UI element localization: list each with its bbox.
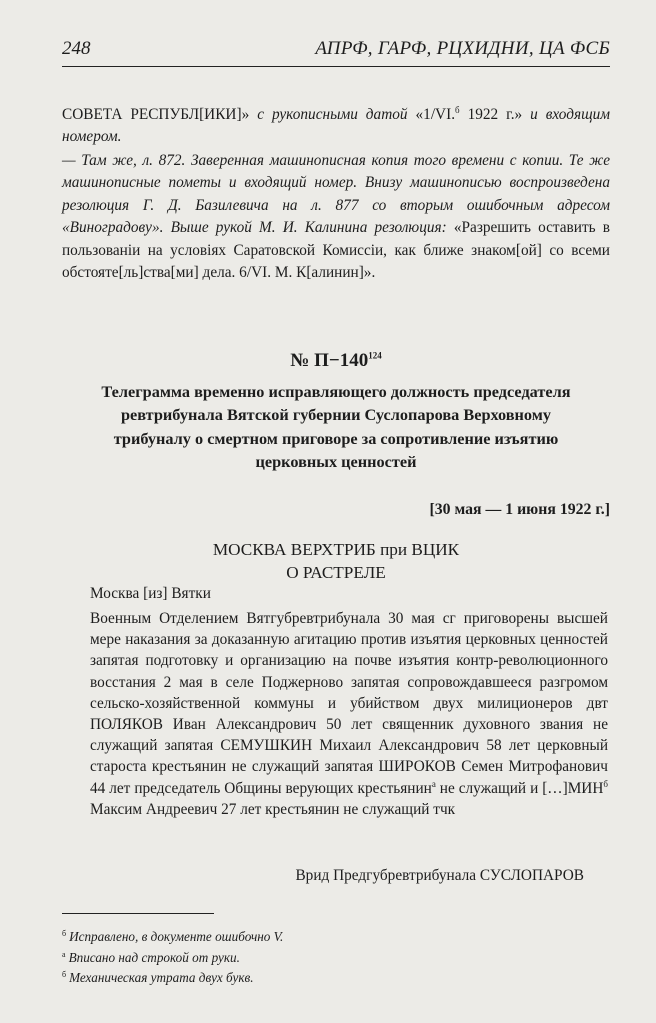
footnote-mark: б	[62, 969, 67, 979]
intro-date: «1/VI.	[415, 106, 456, 123]
footnote-mark: а	[62, 949, 66, 959]
footnote	[62, 970, 254, 986]
telegram-text-b: не служащий и […]МИН	[435, 779, 604, 797]
telegram-text-c: Максим Андреевич 27 лет крестьянин не служащий тчк	[90, 800, 456, 818]
footnote	[62, 950, 240, 966]
running-title: АПРФ, ГАРФ, РЦХИДНИ, ЦА ФСБ	[315, 38, 610, 59]
telegram-text-a: Военным Отделением Вятгубревтрибунала 30 мая сг приговорены высшей мере наказания за доказанную агитацию против изъятия церковных ценностей запятая подготовку и организацию на почве изъятия контр-революционного восстания 2 мая в селе Поджерново запятая сопровождавшееся разгромом сельско-хозяйственной коммуны и убийством двух милиционеров двт ПОЛЯКОВ Иван Александрович 50 лет священник духовного звания не служащий запятая СЕМУШКИН Михаил Александрович 58 лет церковный староста крестьянин не служащий запятая ШИРОКОВ Семен Митрофанович 44 лет председатель Общины верующих крестьянин	[90, 610, 608, 797]
document-number	[62, 350, 610, 372]
footnote-mark: б	[455, 104, 460, 115]
running-header	[62, 34, 610, 64]
footnote-mark-a: а	[431, 778, 436, 789]
signature: Врид Предгубревтрибунала СУСЛОПАРОВ	[295, 867, 584, 884]
footnote-mark: б	[62, 928, 67, 938]
footnote-text: Вписано над строкой от руки.	[68, 950, 240, 965]
address-line-2: О РАСТРЕЛЕ	[286, 563, 386, 582]
intro-caps: СОВЕТА РЕСПУБЛ[ИКИ]»	[62, 106, 250, 123]
telegram-origin: Москва [из] Вятки	[90, 585, 211, 602]
document-title: Телеграмма временно исправляющего должность председателя ревтрибунала Вятской губернии Суслопарова Верховному трибуналу о смертном приговоре за сопротивление изъятию церковных ценностей	[101, 382, 571, 471]
footnote-text: Исправлено, в документе ошибочно V.	[69, 929, 284, 944]
kalinin-resolution: «Разрешить оставить в пользованіи на условіях Саратовской Комиссіи, как ближе знаком[ой] со всеми обстояте[ль]ства[ми] дела. 6/VI. М. К[алинин]».	[62, 219, 610, 282]
document-number-text: № П−140	[290, 350, 369, 371]
page-number: 248	[62, 38, 91, 59]
footnote-mark-b: б	[603, 778, 608, 789]
intro-italic-b: и входящим номером.	[62, 106, 611, 146]
intro-paragraph-2	[62, 150, 610, 284]
telegram-address	[62, 538, 610, 584]
footnote-divider	[62, 913, 214, 914]
intro-italic-a: с рукописными датой	[257, 106, 408, 123]
footnote	[62, 929, 283, 945]
document-note-mark: 124	[368, 350, 382, 361]
archival-note: — Там же, л. 872. Заверенная машинописная копия того времени с копии. Те же машинописные пометы и входящий номер. Внизу машинописью воспроизведена резолюция Г. Д. Базилевича на л. 877 со вторым ошибочным адресом «Виноградову». Выше рукой М. И. Калинина резолюция:	[62, 152, 610, 237]
header-divider	[62, 66, 610, 67]
intro-date-2: 1922 г.»	[467, 106, 523, 123]
footnote-text: Механическая утрата двух букв.	[69, 970, 254, 985]
address-line-1: МОСКВА ВЕРХТРИБ при ВЦИК	[212, 540, 460, 559]
intro-paragraph-1	[62, 104, 610, 149]
telegram-body	[90, 608, 608, 820]
document-date: [30 мая — 1 июня 1922 г.]	[429, 501, 610, 518]
